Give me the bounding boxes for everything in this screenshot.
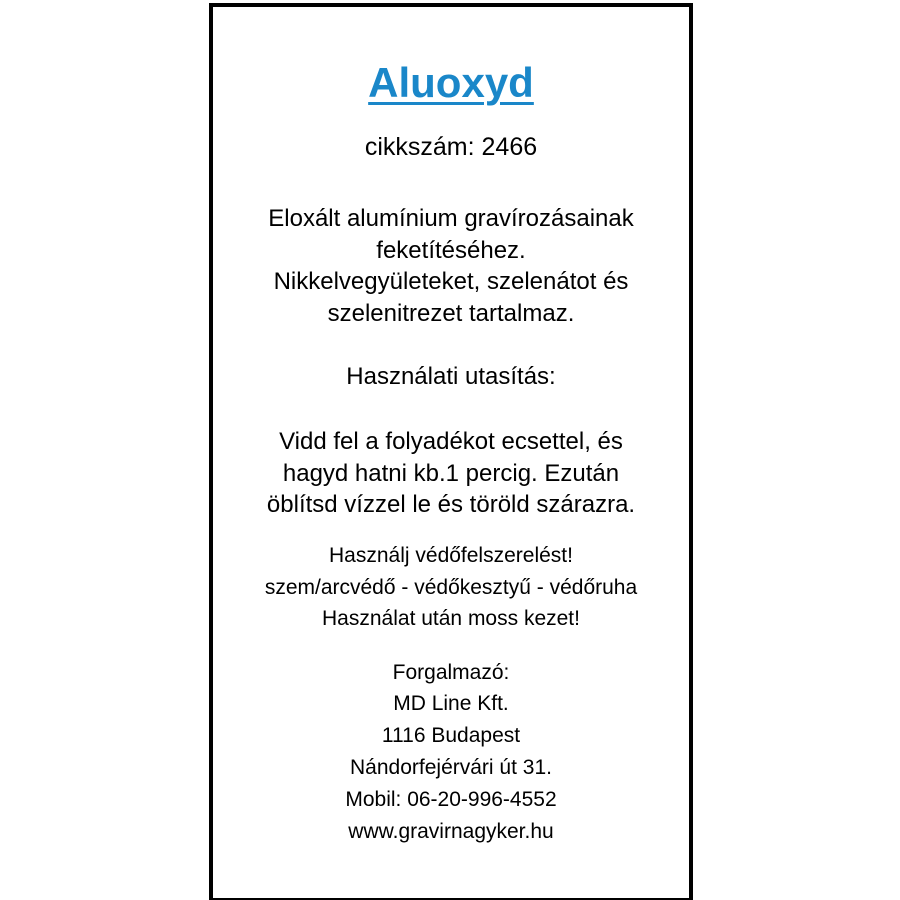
product-title: Aluoxyd	[368, 59, 534, 106]
usage-line: Vidd fel a folyadékot ecsettel, és	[279, 428, 623, 455]
distributor-street: Nándorfejérvári út 31.	[350, 756, 552, 779]
distributor-phone: Mobil: 06-20-996-4552	[345, 788, 557, 811]
description-line: szelenitrezet tartalmaz.	[327, 300, 575, 327]
distributor-label: Forgalmazó:	[392, 661, 510, 684]
safety-warning: Használat után moss kezet!	[322, 607, 580, 630]
usage-line: öblítsd vízzel le és töröld szárazra.	[266, 491, 636, 518]
item-number: cikkszám: 2466	[364, 133, 538, 161]
safety-equipment: szem/arcvédő - védőkesztyű - védőruha	[264, 576, 638, 599]
usage-line: hagyd hatni kb.1 percig. Ezután	[282, 460, 620, 487]
distributor-city: 1116 Budapest	[381, 724, 521, 747]
safety-warning: Használj védőfelszerelést!	[329, 544, 573, 567]
description-line: feketítéséhez.	[376, 237, 526, 264]
description-line: Nikkelvegyületeket, szelenátot és	[273, 268, 629, 295]
product-label	[209, 3, 693, 900]
description-line: Eloxált alumínium gravírozásainak	[268, 205, 634, 232]
usage-heading: Használati utasítás:	[346, 363, 556, 390]
distributor-company: MD Line Kft.	[393, 692, 509, 715]
distributor-website: www.gravirnagyker.hu	[348, 820, 554, 843]
